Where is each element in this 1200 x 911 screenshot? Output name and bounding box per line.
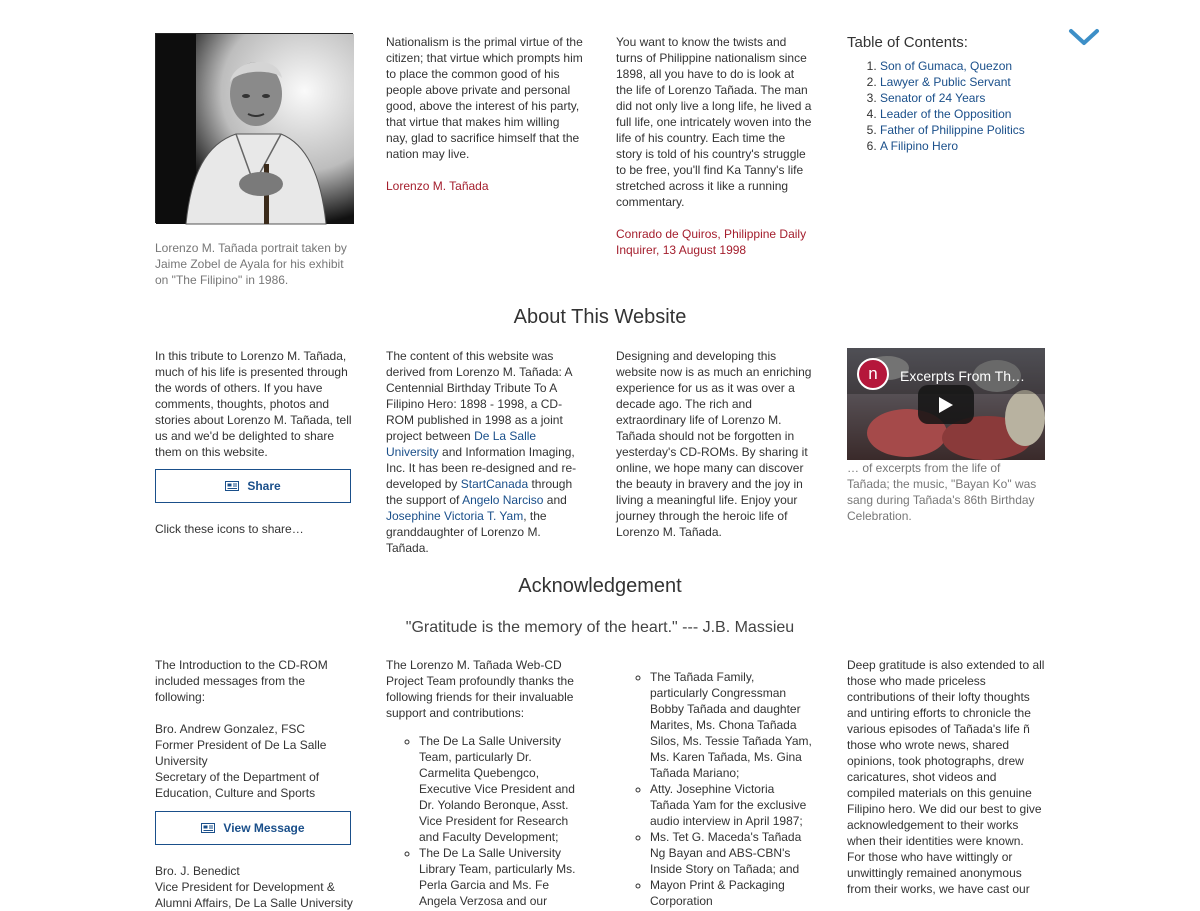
ack-col-2 [386,657,584,909]
ack-text: Deep gratitude is also extended to all those who made priceless contributions of their lofty thoughts and untiring efforts to chronicle the various episodes of Tañada's life ñ those who wrote news, shared opinions, took photographs, drew caricatures, shot videos and compiled materials on this genuine Filipino hero. We did our best to give acknowledgement to their works when their identities were known. For those who have wittingly or unwittingly remained anonymous from their works, we have cast our [847,658,1045,896]
newspaper-icon [201,823,215,833]
thanks-list [386,733,584,909]
about-text: and [543,493,567,507]
newspaper-icon [225,481,239,491]
toc-title: Table of Contents: [847,34,968,51]
toc-item[interactable]: Leader of the Opposition [880,107,1012,121]
ack-col-4 [847,657,1045,897]
portrait-caption: Lorenzo M. Tañada portrait taken by Jaime Zobel de Ayala for his exhibit on "The Filipino" in 1986. [155,241,347,287]
person-title: Alumni Affairs, De La Salle University [155,896,353,910]
toc-item[interactable]: Lawyer & Public Servant [880,75,1011,89]
list-item: ◦ The De La Salle University Team, particularly Dr. Carmelita Quebengco, Executive Vice President and Dr. Yolando Beronque, Asst. Vice President for Research and Faculty Development; [419,733,584,845]
portrait-photo [155,33,353,223]
quiros-quote [616,34,814,258]
about-col-1 [155,348,353,460]
thanks-list [616,669,814,909]
about-text: In this tribute to Lorenzo M. Tañada, much of his life is presented through the words of others. If you have comments, thoughts, photos and stories about Lorenzo M. Tañada, tell us and we'd be delighted to share them on this website. [155,349,352,459]
list-item: ◦ Atty. Josephine Victoria Tañada Yam for the exclusive audio interview in April 1987; [650,781,814,829]
play-button[interactable] [918,385,974,424]
play-icon [938,396,954,414]
table-of-contents [847,34,1045,154]
list-item: ◦ The Tañada Family, particularly Congressman Bobby Tañada and daughter Marites, Ms. Chona Tañada Silos, Ms. Tessie Tañada Yam, Ms. Karen Tañada, Ms. Gina Tañada Mariano; [650,669,814,781]
view-message-label: View Message [223,821,305,835]
video-thumbnail[interactable] [847,348,1045,460]
person-name: Bro. Andrew Gonzalez, FSC [155,722,306,736]
angelo-narciso-link[interactable]: Angelo Narciso [462,493,544,507]
list-item: ◦ Mayon Print & Packaging Corporation [650,877,814,909]
chevron-down-icon[interactable] [1068,26,1100,50]
person-title: Secretary of the Department of Education, Culture and Sports [155,770,320,800]
video-title[interactable]: Excerpts From Th… [900,368,1025,384]
person-gonzalez [155,721,353,801]
list-item: ◦ Ms. Tet G. Maceda's Tañada Ng Bayan and ABS-CBN's Inside Story on Tañada; and [650,829,814,877]
about-text: The content of this website was derived from Lorenzo M. Tañada: A Centennial Birthday Tribute To A Filipino Hero: 1898 - 1998, a CD-ROM published in 1998 as a joint project between [386,349,572,443]
massieu-quote: "Gratitude is the memory of the heart." --- J.B. Massieu [405,619,795,636]
ack-intro: The Introduction to the CD-ROM included messages from the following: [155,658,328,704]
about-text: Designing and developing this website now is as much an enriching experience for us as it was over a decade ago. The rich and extraordinary life of Lorenzo M. Tañada should not be forgotten in yesterday's CD-ROMs. By sharing it online, we hope many can discover the beauty in bravery and the joy in living a meaningful life. Enjoy your journey through the heroic life of Lorenzo M. Tañada. [616,349,812,539]
about-col-2 [386,348,584,556]
toc-item[interactable]: Senator of 24 Years [880,91,986,105]
person-title: Former President of De La Salle University [155,738,327,768]
nationalism-quote [386,34,584,194]
toc-list [847,58,1045,154]
list-item: ◦ The De La Salle University Library Team, particularly Ms. Perla Garcia and Ms. Fe Angela Verzosa and our [419,845,584,909]
quote-author: Conrado de Quiros, Philippine Daily Inquirer, 13 August 1998 [616,227,807,257]
ack-col-1 [155,657,353,801]
person-benedict [155,863,353,911]
quote-author: Lorenzo M. Tañada [386,179,489,193]
toc-item[interactable]: Father of Philippine Politics [880,123,1025,137]
about-text: through the support of [386,477,573,507]
share-label: Share [247,479,281,493]
about-text: , the granddaughter of Lorenzo M. Tañada. [386,509,547,555]
person-title: Vice President for Development & [155,880,335,894]
ack-intro: The Lorenzo M. Tañada Web-CD Project Team profoundly thanks the following friends for their invaluable support and contributions: [386,658,574,720]
share-hint: Click these icons to share… [155,522,304,536]
person-name: Bro. J. Benedict [155,864,240,878]
about-col-3 [616,348,814,540]
acknowledgement-title: Acknowledgement [518,575,682,597]
toc-item[interactable]: Son of Gumaca, Quezon [880,59,1013,73]
ack-col-3 [616,669,814,909]
view-message-button[interactable] [155,811,351,845]
quote-text: You want to know the twists and turns of Philippine nationalism since 1898, all you have to do is look at the life of Lorenzo Tañada. The man did not only live a long life, he lived a full life, one intricately woven into the life of his country. Each time the story is told of his country's struggle to be free, you'll find Ka Tanny's life stretched across it like a running commentary. [616,35,812,209]
about-text: and Information Imaging, Inc. It has been re-designed and re-developed by [386,445,577,491]
video-caption: … of excerpts from the life of Tañada; the music, "Bayan Ko" was sang during Tañada's 86th Birthday Celebration. [847,461,1037,523]
about-title: About This Website [513,306,687,328]
share-button[interactable] [155,469,351,503]
startcanada-link[interactable]: StartCanada [460,477,529,491]
dlsu-link[interactable]: De La Salle University [386,429,537,459]
toc-item[interactable]: A Filipino Hero [880,139,959,153]
josephine-yam-link[interactable]: Josephine Victoria T. Yam [386,509,524,523]
quote-text: Nationalism is the primal virtue of the citizen; that virtue which prompts him to place the common good of his people above private and personal good, above the interest of his party, that virtue that makes him willing nay, glad to sacrifice himself that the nation may live. [386,35,583,161]
channel-avatar[interactable]: n [857,358,889,390]
